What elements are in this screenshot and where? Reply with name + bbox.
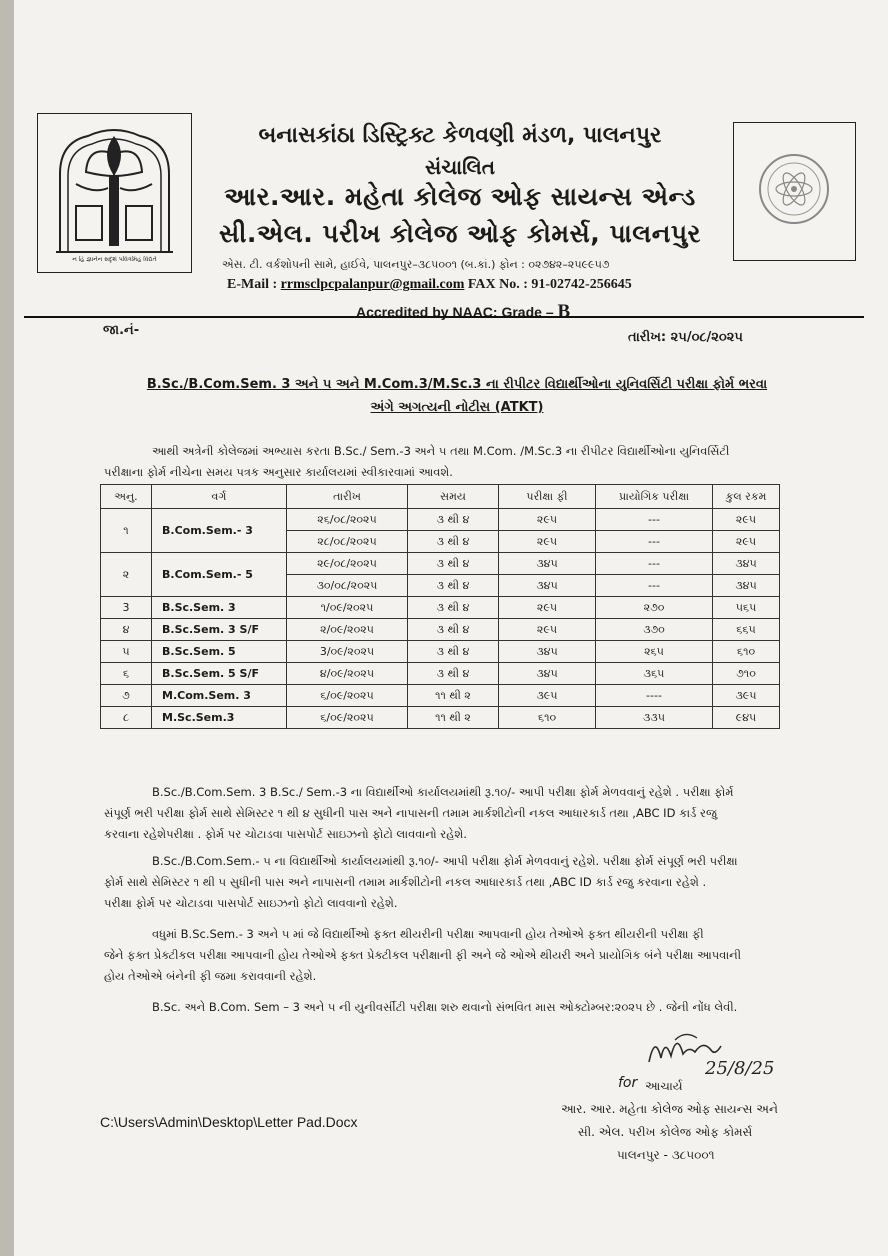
cell-time: ૩ થી ૪ (408, 597, 499, 619)
cell-time: ૧૧ થી ૨ (408, 685, 499, 707)
table-row (101, 663, 780, 685)
cell-practical-fee: --- (596, 531, 713, 553)
trust-name: બનાસકાંઠા ડિસ્ટ્રિક્ટ કેળવણી મંડળ, પાલનપુર (258, 123, 662, 148)
cell-class: B.Sc.Sem. 3 S/F (152, 619, 287, 641)
cell-date: ૨૮/૦૮/૨૦૨૫ (287, 531, 408, 553)
naac-accreditation (356, 301, 570, 323)
cell-time: ૩ થી ૪ (408, 619, 499, 641)
email-label: E-Mail : (227, 277, 278, 292)
cell-serial: 3 (101, 597, 152, 619)
cell-date: ૩૦/૦૮/૨૦૨૫ (287, 575, 408, 597)
para1-line-2: સંપૂર્ણ ભરી પરીક્ષા ફોર્મ સાથે સેમિસ્ટર ૧ થી ૪ સુધીની પાસ અને નાપાસની તમામ માર્કશીટોની નકલ આધારકાર્ડ તથા ,ABC ID કાર્ડ રજુ (104, 806, 717, 820)
scan-edge-left (0, 0, 14, 1256)
cell-time: ૩ થી ૪ (408, 575, 499, 597)
col-header-exam-fee: પરીક્ષા ફી (499, 485, 596, 509)
college-name-commerce: સી.એલ. પરીખ કોલેજ ઓફ કોમર્સ, પાલનપુર (219, 219, 701, 248)
para2-line-3: પરીક્ષા ફોર્મ પર ચોટાડવા પાસપોર્ટ સાઇઝનો ફોટો લાવવાનો રહેશે. (104, 896, 398, 910)
cell-total: ૨૯૫ (713, 509, 780, 531)
cell-class: B.Sc.Sem. 3 (152, 597, 287, 619)
cell-exam-fee: ૩૪૫ (499, 663, 596, 685)
cell-exam-fee: ૩૯૫ (499, 685, 596, 707)
signatory-title: આચાર્ય (645, 1079, 683, 1093)
cell-total: ૯૪૫ (713, 707, 780, 729)
fee-schedule-table (100, 484, 780, 729)
signatory-line-1: આર. આર. મહેતા કોલેજ ઓફ સાયન્સ અને (561, 1102, 778, 1116)
cell-total: ૩૪૫ (713, 553, 780, 575)
cell-class: M.Sc.Sem.3 (152, 707, 287, 729)
cell-practical-fee: ૩૬૫ (596, 663, 713, 685)
cell-serial: ૭ (101, 685, 152, 707)
cell-date: ૬/૦૯/૨૦૨૫ (287, 707, 408, 729)
paragraph-sem3-instructions (104, 782, 824, 845)
cell-serial: ૨ (101, 553, 152, 597)
subject-line-1: B.Sc./B.Com.Sem. 3 અને ૫ અને M.Com.3/M.Sc.3 ના રીપીટર વિદ્યાર્થીઓના યુનિવર્સિટી પરીક્ષા ફોર્મ ભરવા (146, 377, 768, 392)
cell-total: ૬૧૦ (713, 641, 780, 663)
cell-practical-fee: ૩૭૦ (596, 619, 713, 641)
col-header-total: કુલ રકમ (713, 485, 780, 509)
cell-date: ૧/૦૯/૨૦૨૫ (287, 597, 408, 619)
table-row (101, 641, 780, 663)
signature-for: for (618, 1075, 638, 1091)
col-header-time: સમય (408, 485, 499, 509)
para1-line-3: કરવાના રહેશેપરીક્ષા . ફોર્મ પર ચોટાડવા પાસપોર્ટ સાઇઝનો ફોટો લાવવાનો રહેશે. (104, 827, 467, 841)
table-row (101, 553, 780, 575)
col-header-practical-exam: પ્રાયોગિક પરીક્ષા (596, 485, 713, 509)
email-link[interactable]: rrmsclpcpalanpur@gmail.com (280, 277, 465, 292)
cell-exam-fee: ૨૯૫ (499, 597, 596, 619)
letter-date: તારીખ: ૨૫/૦૮/૨૦૨૫ (628, 330, 743, 345)
cell-serial: ૬ (101, 663, 152, 685)
para2-line-2: ફોર્મ સાથે સેમિસ્ટર ૧ થી ૫ સુધીની પાસ અને નાપાસની તમામ માર્કશીટોની નકલ આધારકાર્ડ તથા ,ABC ID કાર્ડ રજુ કરવાના રહેશે . (104, 875, 707, 889)
cell-time: ૩ થી ૪ (408, 509, 499, 531)
cell-exam-fee: ૬૧૦ (499, 707, 596, 729)
cell-total: ૩૪૫ (713, 575, 780, 597)
cell-class: B.Sc.Sem. 5 (152, 641, 287, 663)
table-row (101, 597, 780, 619)
para4-line-1: B.Sc. અને B.Com. Sem – 3 અને ૫ ની યુનીવર્સીટી પરીક્ષા શરુ થવાનો સંભવિત માસ ઓક્ટોમ્બર:૨૦૨૫ છે . જેની નોંધ લેવી. (152, 1000, 738, 1014)
cell-practical-fee: --- (596, 553, 713, 575)
cell-exam-fee: ૩૪૫ (499, 641, 596, 663)
col-header-class: વર્ગ (152, 485, 287, 509)
college-address: એસ. ટી. વર્કશોપની સામે, હાઈવે, પાલનપુર–૩૮૫૦૦૧ (બ.કાં.) ફોન : ૦૨૭૪૨–૨૫૯૯૫૭ (222, 258, 610, 271)
cell-exam-fee: ૨૯૫ (499, 531, 596, 553)
document-file-path: C:\Users\Admin\Desktop\Letter Pad.Docx (100, 1114, 358, 1130)
cell-practical-fee: ---- (596, 685, 713, 707)
cell-date: ૨/૦૯/૨૦૨૫ (287, 619, 408, 641)
para3-line-2: જેને ફક્ત પ્રેક્ટીકલ પરીક્ષા આપવાની હોય તેઓએ ફક્ત પ્રેક્ટીકલ પરીક્ષાની ફી અને જે ઓએ થીયરી અને પ્રાયોગિક બંને પરીક્ષા આપવાની (104, 948, 742, 962)
table-row (101, 509, 780, 531)
cell-exam-fee: ૨૯૫ (499, 619, 596, 641)
table-header-row (101, 485, 780, 509)
university-seal-logo (733, 122, 856, 261)
cell-serial: ૪ (101, 619, 152, 641)
paragraph-sem5-instructions (104, 851, 824, 914)
cell-practical-fee: --- (596, 575, 713, 597)
cell-time: ૩ થી ૪ (408, 553, 499, 575)
intro-line-2: પરીક્ષાના ફોર્મ નીચેના સમય પત્રક અનુસાર કાર્યાલયમાં સ્વીકારવામાં આવશે. (104, 465, 453, 479)
intro-paragraph (104, 441, 824, 483)
intro-line-1: આથી અત્રેની કોલેજમાં અભ્યાસ કરતા B.Sc./ Sem.-3 અને ૫ તથા M.Com. /M.Sc.3 ના રીપીટર વિદ્યાર્થીઓના યુનિવર્સિટી (152, 444, 730, 458)
paragraph-exam-month (104, 997, 824, 1018)
col-header-serial: અનુ. (101, 485, 152, 509)
cell-date: ૨૬/૦૮/૨૦૨૫ (287, 509, 408, 531)
cell-total: ૨૯૫ (713, 531, 780, 553)
para3-line-1: વધુમાં B.Sc.Sem.- 3 અને ૫ માં જે વિદ્યાર્થીઓ ફક્ત થીયરીની પરીક્ષા આપવાની હોય તેઓએ ફક્ત થીયરીની પરીક્ષા ફી (152, 927, 704, 941)
college-name-science: આર.આર. મહેતા કોલેજ ઓફ સાયન્સ એન્ડ (224, 182, 696, 211)
cell-serial: ૧ (101, 509, 152, 553)
table-row (101, 619, 780, 641)
subject-line-2: અંગે અગત્યની નોટીસ (ATKT) (370, 400, 544, 415)
paragraph-fee-note (104, 924, 824, 987)
signatory-line-2: સી. એલ. પરીખ કોલેજ ઓફ કોમર્સ (578, 1125, 753, 1139)
cell-total: ૫૬૫ (713, 597, 780, 619)
cell-practical-fee: --- (596, 509, 713, 531)
cell-total: ૩૯૫ (713, 685, 780, 707)
cell-exam-fee: ૩૪૫ (499, 575, 596, 597)
naac-label: Accredited by NAAC: Grade – (356, 304, 554, 320)
header-divider (24, 316, 864, 318)
cell-practical-fee: ૩૩૫ (596, 707, 713, 729)
cell-date: ૬/૦૯/૨૦૨૫ (287, 685, 408, 707)
fee-table-body (101, 509, 780, 729)
naac-grade: B (557, 301, 571, 322)
cell-date: ૪/૦૯/૨૦૨૫ (287, 663, 408, 685)
cell-exam-fee: ૩૪૫ (499, 553, 596, 575)
signature-date: 25/8/25 (705, 1058, 775, 1079)
atom-seal-icon (734, 123, 855, 260)
cell-time: ૩ થી ૪ (408, 641, 499, 663)
logo-motto: ન હિ જ્ઞાનેન સદૃશં પવિત્રમિહ વિદ્યતે (72, 256, 157, 263)
cell-practical-fee: ૨૭૦ (596, 597, 713, 619)
college-emblem-logo (37, 113, 192, 273)
lotus-gate-emblem-icon (38, 114, 191, 272)
reference-number: જા.નં- (103, 323, 140, 338)
table-row (101, 685, 780, 707)
cell-total: ૭૧૦ (713, 663, 780, 685)
fax-number: FAX No. : 91-02742-256645 (467, 277, 632, 292)
cell-time: ૧૧ થી ૨ (408, 707, 499, 729)
cell-serial: ૮ (101, 707, 152, 729)
cell-date: 3/૦૯/૨૦૨૫ (287, 641, 408, 663)
para2-line-1: B.Sc./B.Com.Sem.- ૫ ના વિદ્યાર્થીઓ કાર્યાલયમાંથી રૂ.૧૦/- આપી પરીક્ષા ફોર્મ મેળવવાનું રહેશે. પરીક્ષા ફોર્મ સંપૂર્ણ ભરી પરીક્ષા (152, 854, 738, 868)
cell-time: ૩ થી ૪ (408, 663, 499, 685)
cell-practical-fee: ૨૬૫ (596, 641, 713, 663)
contact-line (227, 277, 632, 293)
cell-serial: ૫ (101, 641, 152, 663)
cell-exam-fee: ૨૯૫ (499, 509, 596, 531)
cell-total: ૬૬૫ (713, 619, 780, 641)
cell-class: M.Com.Sem. 3 (152, 685, 287, 707)
notice-subject (112, 373, 802, 419)
cell-class: B.Sc.Sem. 5 S/F (152, 663, 287, 685)
cell-time: ૩ થી ૪ (408, 531, 499, 553)
cell-class: B.Com.Sem.- 3 (152, 509, 287, 553)
cell-class: B.Com.Sem.- 5 (152, 553, 287, 597)
cell-date: ૨૯/૦૮/૨૦૨૫ (287, 553, 408, 575)
para1-line-1: B.Sc./B.Com.Sem. 3 B.Sc./ Sem.-3 ના વિદ્યાર્થીઓ કાર્યાલયમાંથી રૂ.૧૦/- આપી પરીક્ષા ફોર્મ મેળવવાનું રહેશે . પરીક્ષા ફોર્મ (152, 785, 734, 799)
para3-line-3: હોય તેઓએ બંનેની ફી જમા કરાવવાની રહેશે. (104, 969, 317, 983)
col-header-date: તારીખ (287, 485, 408, 509)
signatory-line-3: પાલનપુર - ૩૮૫૦૦૧ (617, 1148, 715, 1162)
table-row (101, 707, 780, 729)
managed-by-label: સંચાલિત (425, 155, 495, 179)
